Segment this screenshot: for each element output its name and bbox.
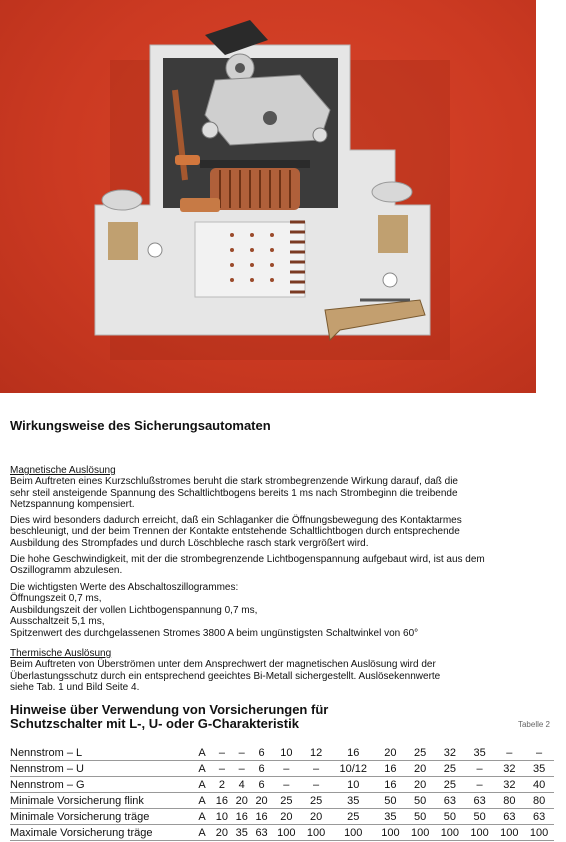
row-label: Maximale Vorsicherung träge xyxy=(10,825,192,841)
paragraph-line: siehe Tab. 1 und Bild Seite 4. xyxy=(10,682,140,694)
fuse-table xyxy=(10,745,554,841)
table-cell: 50 xyxy=(405,809,435,825)
table-cell: – xyxy=(232,761,252,777)
table-cell: 50 xyxy=(405,793,435,809)
table-cell: 100 xyxy=(376,825,406,841)
table-cell: 20 xyxy=(405,777,435,793)
paragraph-line: Die wichtigsten Werte des Abschaltoszillogrammes: xyxy=(10,582,239,593)
table-cell: 25 xyxy=(435,761,465,777)
table-cell: 50 xyxy=(435,809,465,825)
table-cell: 63 xyxy=(524,809,554,825)
table-cell: 100 xyxy=(435,825,465,841)
table-cell: 25 xyxy=(331,809,376,825)
table-cell: – xyxy=(524,745,554,761)
table-cell: 25 xyxy=(271,793,301,809)
table-cell: – xyxy=(212,761,232,777)
table-cell: 6 xyxy=(252,761,272,777)
table-cell: 100 xyxy=(405,825,435,841)
table-cell: 35 xyxy=(376,809,406,825)
paragraph-line: Ausbildung des Strompfades und durch Löschbleche rasch stark vergrößert wird. xyxy=(10,537,369,549)
table-cell: – xyxy=(465,777,495,793)
table-cell: 35 xyxy=(232,825,252,841)
table-cell: 63 xyxy=(252,825,272,841)
table-cell: 63 xyxy=(494,809,524,825)
section-heading: Wirkungsweise des Sicherungsautomaten xyxy=(10,418,271,433)
table-cell: 50 xyxy=(465,809,495,825)
table-cell: 10 xyxy=(212,809,232,825)
table-cell: 100 xyxy=(271,825,301,841)
paragraph-line: beschleunigt, und der beim Trennen der Kontakte entstehende Schaltlichtbogen durch entsprechende xyxy=(10,526,460,538)
table-cell: 100 xyxy=(524,825,554,841)
table-row xyxy=(10,809,554,825)
unit-cell: A xyxy=(192,793,212,809)
table-cell: 32 xyxy=(435,745,465,761)
table-cell: 10/12 xyxy=(331,761,376,777)
table-cell: 16 xyxy=(376,777,406,793)
unit-cell: A xyxy=(192,809,212,825)
table-cell: 35 xyxy=(465,745,495,761)
thermal-trip-section xyxy=(10,648,550,694)
table-cell: 20 xyxy=(232,793,252,809)
table-cell: 63 xyxy=(465,793,495,809)
unit-cell: A xyxy=(192,777,212,793)
paragraph-line: Überlastungsschutz durch ein entsprechend geeichtes Bi-Metall sichergestellt. Auslösekennwerte xyxy=(10,670,441,682)
paragraph-3 xyxy=(10,554,550,577)
table-cell: – xyxy=(494,745,524,761)
paragraph-line: Oszillogramm abzulesen. xyxy=(10,565,123,577)
table-cell: 20 xyxy=(252,793,272,809)
table-heading-line: Hinweise über Verwendung von Vorsicherungen für xyxy=(10,702,329,717)
table-cell: 35 xyxy=(524,761,554,777)
table-cell: 16 xyxy=(252,809,272,825)
table-cell: 16 xyxy=(232,809,252,825)
paragraph-line: Beim Auftreten eines Kurzschlußstromes beruht die stark strombegrenzende Wirkung darauf, daß die xyxy=(10,476,458,488)
table-cell: – xyxy=(212,745,232,761)
table-cell: 100 xyxy=(494,825,524,841)
table-cell: 16 xyxy=(212,793,232,809)
table-cell: 12 xyxy=(301,745,331,761)
table-cell: 32 xyxy=(494,777,524,793)
table-cell: 20 xyxy=(405,761,435,777)
table-row xyxy=(10,761,554,777)
table-cell: 25 xyxy=(301,793,331,809)
paragraph-line: Ausbildungszeit der vollen Lichtbogenspannung 0,7 ms, xyxy=(10,604,258,616)
table-cell: 20 xyxy=(301,809,331,825)
magnetic-trip-section xyxy=(10,465,550,511)
table-row xyxy=(10,825,554,841)
unit-cell: A xyxy=(192,825,212,841)
thermal-trip-title: Thermische Auslösung xyxy=(10,648,112,659)
table-row xyxy=(10,777,554,793)
paragraph-line: Ausschaltzeit 5,1 ms, xyxy=(10,616,105,628)
table-heading xyxy=(10,703,328,731)
paragraph-2 xyxy=(10,515,550,549)
table-cell: – xyxy=(301,777,331,793)
table-cell: 2 xyxy=(212,777,232,793)
table-heading-line: Schutzschalter mit L-, U- oder G-Charakteristik xyxy=(10,716,299,731)
table-row xyxy=(10,793,554,809)
paragraph-line: Spitzenwert des durchgelassenen Stromes 3800 A beim ungünstigsten Schaltwinkel von 60° xyxy=(10,627,419,639)
table-cell: – xyxy=(301,761,331,777)
table-cell: – xyxy=(232,745,252,761)
table-cell: 50 xyxy=(376,793,406,809)
table-cell: 80 xyxy=(524,793,554,809)
table-cell: 100 xyxy=(331,825,376,841)
magnetic-trip-title: Magnetische Auslösung xyxy=(10,465,116,476)
table-cell: 100 xyxy=(301,825,331,841)
paragraph-line: Netzspannung kompensiert. xyxy=(10,499,135,511)
paragraph-line: Beim Auftreten von Überströmen unter dem Ansprechwert der magnetischen Auslösung wird der xyxy=(10,659,436,671)
table-cell: 32 xyxy=(494,761,524,777)
table-cell: 25 xyxy=(405,745,435,761)
table-cell: – xyxy=(271,777,301,793)
table-cell: 80 xyxy=(494,793,524,809)
table-cell: 20 xyxy=(376,745,406,761)
table-cell: 6 xyxy=(252,777,272,793)
row-label: Nennstrom – U xyxy=(10,761,192,777)
table-cell: 16 xyxy=(331,745,376,761)
row-label: Minimale Vorsicherung flink xyxy=(10,793,192,809)
row-label: Minimale Vorsicherung träge xyxy=(10,809,192,825)
paragraph-line: Öffnungszeit 0,7 ms, xyxy=(10,593,102,605)
table-cell: 20 xyxy=(271,809,301,825)
paragraph-line: Dies wird besonders dadurch erreicht, daß ein Schlaganker die Öffnungsbewegung des Kontaktarmes xyxy=(10,515,462,526)
table-cell: – xyxy=(271,761,301,777)
paragraph-line: sehr steil ansteigende Spannung des Schaltlichtbogens bereits 1 ms nach Strombeginn die treibende xyxy=(10,487,458,499)
table-cell: 20 xyxy=(212,825,232,841)
table-cell: 6 xyxy=(252,745,272,761)
table-cell: 25 xyxy=(435,777,465,793)
table-cell: 4 xyxy=(232,777,252,793)
row-label: Nennstrom – G xyxy=(10,777,192,793)
table-cell: – xyxy=(465,761,495,777)
table-cell: 63 xyxy=(435,793,465,809)
table-cell: 10 xyxy=(271,745,301,761)
table-cell: 10 xyxy=(331,777,376,793)
row-label: Nennstrom – L xyxy=(10,745,192,761)
unit-cell: A xyxy=(192,745,212,761)
table-cell: 16 xyxy=(376,761,406,777)
paragraph-line: Die hohe Geschwindigkeit, mit der die strombegrenzende Lichtbogenspannung aufgebaut wird, ist aus dem xyxy=(10,554,485,565)
table-reference: Tabelle 2 xyxy=(517,720,550,729)
unit-cell: A xyxy=(192,761,212,777)
table-cell: 100 xyxy=(465,825,495,841)
table-row xyxy=(10,745,554,761)
table-cell: 35 xyxy=(331,793,376,809)
oscillogram-values xyxy=(10,582,550,639)
table-cell: 40 xyxy=(524,777,554,793)
product-photo xyxy=(0,0,536,393)
circuit-breaker-illustration xyxy=(0,0,536,393)
